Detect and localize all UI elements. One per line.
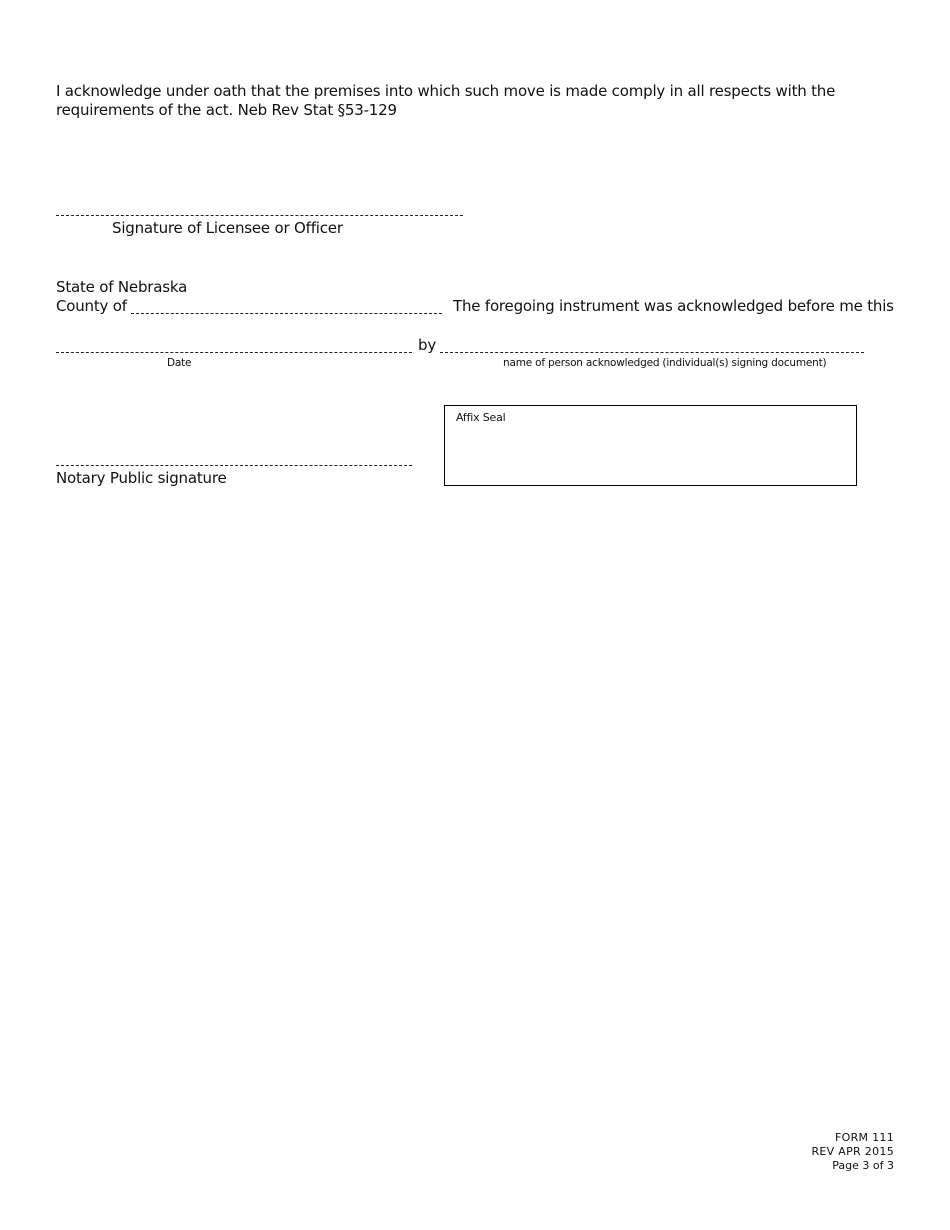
by-label: by — [418, 336, 436, 354]
form-footer — [811, 1131, 894, 1173]
licensee-signature-line[interactable] — [56, 215, 463, 216]
form-number: FORM 111 — [834, 1131, 894, 1144]
county-field-line[interactable] — [131, 313, 442, 314]
acknowledged-person-caption: name of person acknowledged (individual(s) signing document) — [503, 357, 827, 369]
foregoing-instrument-text: The foregoing instrument was acknowledged before me this — [453, 297, 894, 315]
acknowledgment-line-2: requirements of the act. Neb Rev Stat §53-129 — [56, 101, 397, 119]
affix-seal-box — [444, 405, 857, 486]
notary-signature-line[interactable] — [56, 465, 412, 466]
licensee-signature-label: Signature of Licensee or Officer — [112, 219, 343, 237]
county-label: County of — [56, 297, 127, 315]
acknowledgment-line-1: I acknowledge under oath that the premises into which such move is made comply in all respects with the — [56, 82, 836, 100]
acknowledged-person-field-line[interactable] — [440, 352, 864, 353]
state-label: State of Nebraska — [56, 278, 188, 296]
form-revision: REV APR 2015 — [811, 1145, 894, 1158]
notary-signature-label: Notary Public signature — [56, 469, 227, 487]
date-field-line[interactable] — [56, 352, 412, 353]
page-number: Page 3 of 3 — [832, 1159, 894, 1172]
affix-seal-label: Affix Seal — [456, 411, 506, 424]
date-caption: Date — [167, 357, 192, 369]
